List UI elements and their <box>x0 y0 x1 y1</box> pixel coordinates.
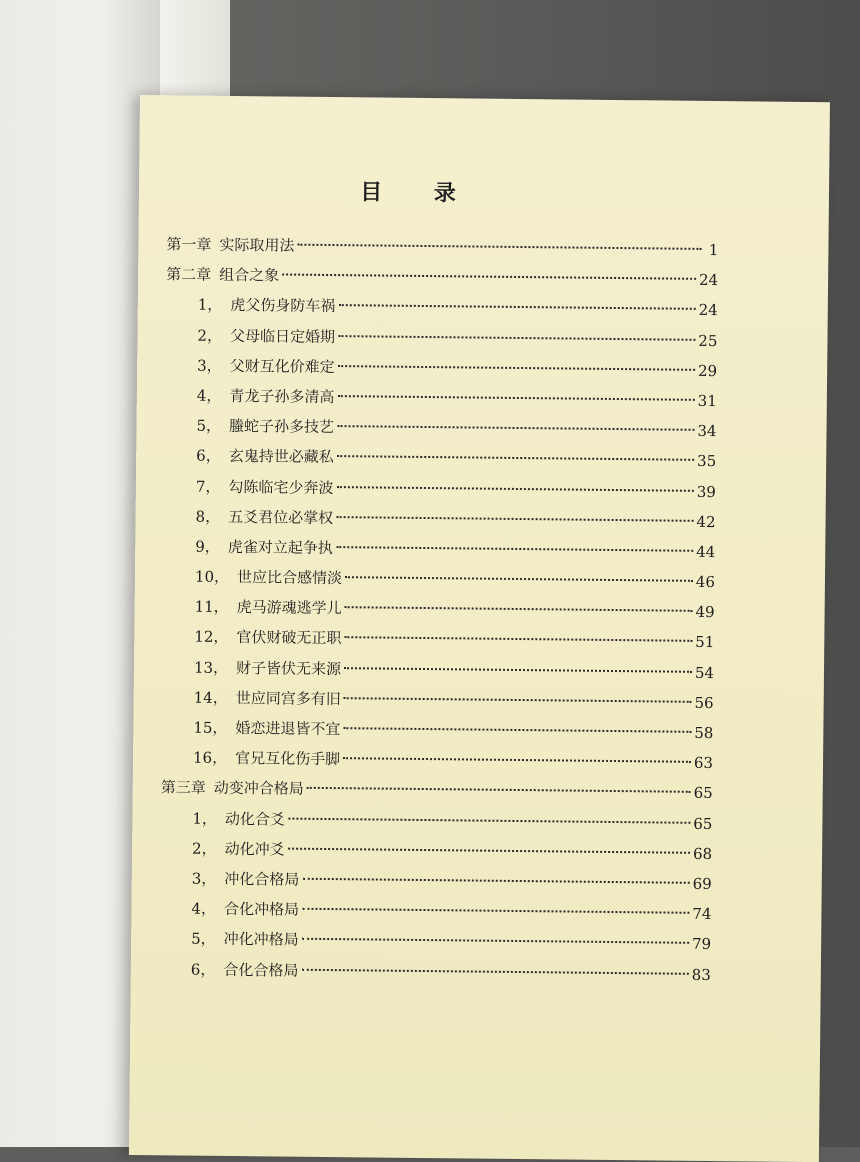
entry-page-number: 24 <box>698 301 718 320</box>
entry-title: 青龙子孙多清高 <box>229 386 335 406</box>
entry-page-number: 24 <box>698 271 719 290</box>
dot-leader <box>336 486 693 492</box>
entry-title: 组合之象 <box>219 266 280 285</box>
entry-page-number: 65 <box>693 784 713 803</box>
dot-leader <box>336 516 693 522</box>
dot-leader <box>338 335 695 341</box>
entry-page-number: 56 <box>694 693 714 712</box>
entry-page-number: 31 <box>697 391 717 410</box>
entry-title: 动化合爻 <box>224 809 286 829</box>
entry-page-number: 58 <box>694 723 714 743</box>
dot-leader <box>338 304 695 310</box>
dot-leader <box>344 697 692 703</box>
dot-leader <box>344 667 692 673</box>
entry-number: 1， <box>192 809 218 828</box>
entry-title: 冲化合格局 <box>224 869 300 889</box>
toc-title: 目 录 <box>360 179 478 207</box>
entry-page-number: 63 <box>693 754 714 773</box>
entry-title: 螣蛇子孙多技艺 <box>228 417 335 437</box>
entry-title: 五爻君位必掌权 <box>228 507 334 527</box>
entry-number: 3， <box>197 356 222 375</box>
entry-title: 虎雀对立起争执 <box>227 537 333 557</box>
entry-number: 第三章 <box>160 778 206 798</box>
entry-page-number: 79 <box>691 935 712 954</box>
entry-number: 14， <box>193 688 228 707</box>
entry-page-number: 39 <box>696 482 716 501</box>
entry-title: 父财互化价难定 <box>229 356 335 376</box>
entry-title: 父母临日定婚期 <box>229 326 336 346</box>
entry-number: 2， <box>197 326 223 345</box>
dot-leader <box>345 606 693 612</box>
entry-page-number: 49 <box>695 603 715 622</box>
dot-leader <box>337 455 694 461</box>
entry-number: 第二章 <box>166 265 212 284</box>
entry-number: 4， <box>191 899 217 918</box>
entry-title: 世应比合感情淡 <box>236 568 343 588</box>
entry-number: 13， <box>193 658 229 677</box>
entry-number: 15， <box>193 718 228 737</box>
entry-title: 官兄互化伤手脚 <box>235 749 341 769</box>
entry-number: 3， <box>191 869 217 888</box>
entry-title: 玄鬼持世必藏私 <box>228 447 334 467</box>
entry-title: 勾陈临宅少奔波 <box>228 477 334 497</box>
toc-list <box>159 233 719 993</box>
dot-leader <box>344 637 692 643</box>
entry-page-number: 42 <box>696 512 716 531</box>
entry-page-number: 83 <box>691 965 711 984</box>
entry-number: 9， <box>195 537 220 556</box>
dot-leader <box>307 787 691 793</box>
entry-number: 5， <box>196 416 222 435</box>
entry-title: 虎马游魂逃学儿 <box>236 598 342 618</box>
dot-leader <box>288 817 690 823</box>
entry-page-number: 68 <box>692 844 713 863</box>
entry-page-number: 74 <box>692 904 712 924</box>
dot-leader <box>302 938 689 944</box>
entry-title: 世应同宫多有旧 <box>235 688 341 708</box>
entry-number: 6， <box>196 446 221 466</box>
entry-number: 6， <box>190 960 216 979</box>
dot-leader <box>345 576 693 582</box>
entry-page-number: 65 <box>693 814 713 833</box>
dot-leader <box>282 274 696 280</box>
entry-title: 合化冲格局 <box>223 900 300 919</box>
entry-page-number: 25 <box>698 331 718 350</box>
toc-section-entry <box>159 958 711 994</box>
entry-number: 11， <box>194 597 229 617</box>
entry-number: 第一章 <box>166 235 212 254</box>
entry-title: 婚恋进退皆不宜 <box>235 719 341 739</box>
dot-leader <box>302 908 689 914</box>
entry-page-number: 29 <box>697 361 718 380</box>
entry-number: 1， <box>197 295 223 315</box>
entry-title: 合化合格局 <box>223 960 299 980</box>
entry-page-number: 51 <box>695 633 715 652</box>
entry-title: 财子皆伏无来源 <box>236 658 342 678</box>
dot-leader <box>343 757 691 763</box>
entry-title: 冲化冲格局 <box>223 930 299 950</box>
entry-number: 5， <box>191 929 216 949</box>
entry-title: 虎父伤身防车祸 <box>230 296 336 316</box>
dot-leader <box>336 546 693 552</box>
entry-page-number: 35 <box>697 452 717 471</box>
entry-number: 2， <box>192 839 217 858</box>
entry-number: 4， <box>196 386 222 405</box>
entry-page-number: 69 <box>692 874 712 893</box>
dot-leader <box>337 395 694 401</box>
dot-leader <box>338 365 695 371</box>
entry-number: 12， <box>194 628 229 647</box>
entry-page-number: 54 <box>694 663 715 682</box>
dot-leader <box>337 425 694 431</box>
entry-title: 实际取用法 <box>219 235 295 255</box>
dot-leader <box>301 968 688 974</box>
entry-page-number: 1 <box>708 240 719 260</box>
dot-leader <box>343 727 691 733</box>
entry-title: 官伏财破无正职 <box>236 628 342 648</box>
entry-number: 8， <box>195 507 221 526</box>
entry-page-number: 46 <box>695 572 716 592</box>
entry-page-number: 44 <box>696 542 716 561</box>
entry-number: 7， <box>195 477 221 496</box>
dot-leader <box>297 244 701 250</box>
entry-number: 10， <box>194 567 230 587</box>
entry-page-number: 34 <box>697 421 717 441</box>
entry-title: 动变冲合格局 <box>213 779 304 799</box>
toc-page <box>129 95 830 1162</box>
dot-leader <box>302 878 689 884</box>
dot-leader <box>288 847 690 853</box>
entry-title: 动化冲爻 <box>224 839 285 859</box>
entry-number: 16， <box>192 748 228 768</box>
